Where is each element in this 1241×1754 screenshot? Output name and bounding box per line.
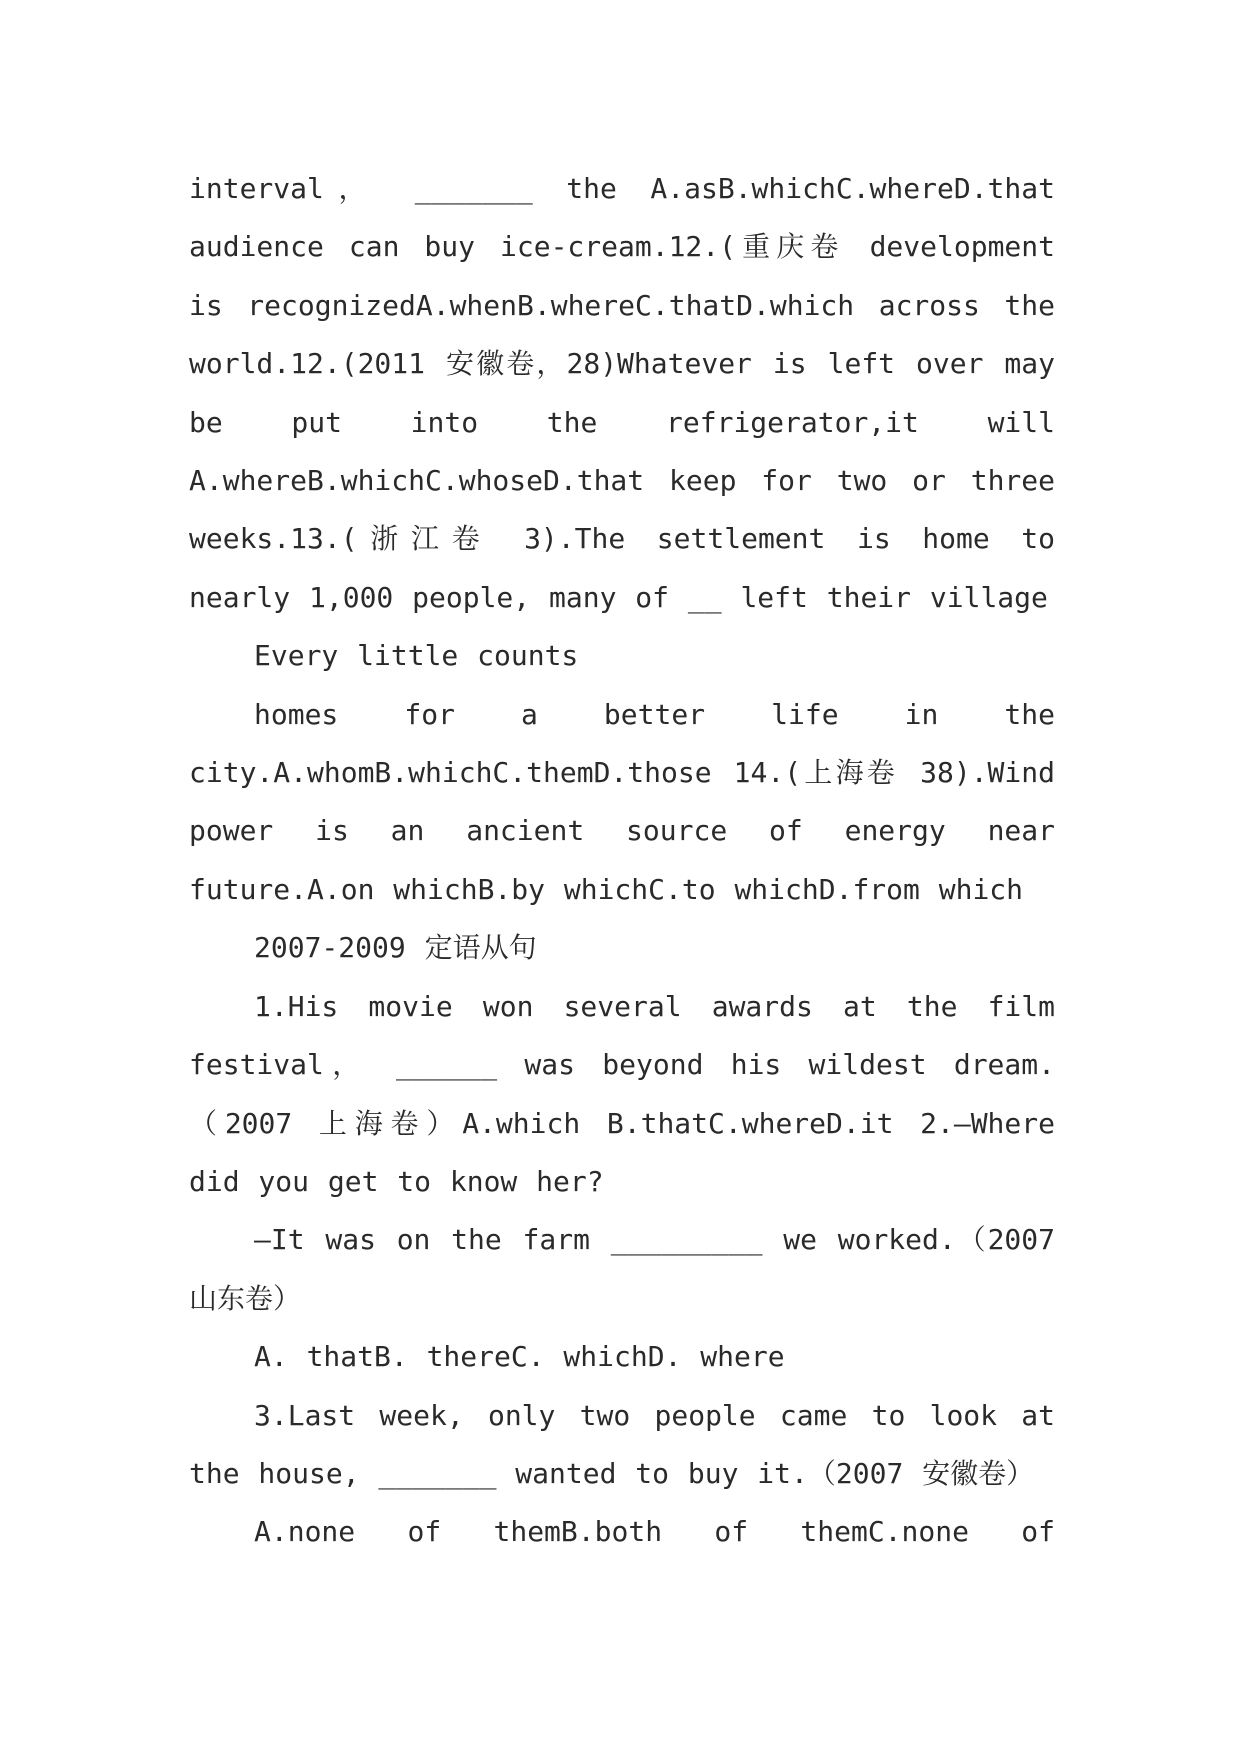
- paragraph-question-2-answer: —It was on the farm _________ we worked.（2007 山东卷）: [189, 1223, 1055, 1315]
- paragraph-question-1: 1.His movie won several awards at the film festival， ______ was beyond his wildest dream.（2007 上海卷）A.which B.thatC.whereD.it 2.—Where did you get to know her?: [189, 989, 1055, 1198]
- paragraph-3: homes for a better life in the city.A.whomB.whichC.themD.those 14.(上海卷 38).Wind power is an ancient source of energy near future.A.on whichB.by whichC.to whichD.from which: [189, 697, 1055, 906]
- section-heading: 2007-2009 定语从句: [254, 931, 537, 965]
- document-body: [189, 160, 1055, 1562]
- paragraph-question-3: 3.Last week, only two people came to look at the house, _______ wanted to buy it.（2007 安徽卷）: [189, 1398, 1055, 1490]
- paragraph-1: interval， _______ the A.asB.whichC.whereD.that audience can buy ice-cream.12.(重庆卷 development is recognizedA.whenB.whereC.thatD.which across the world.12.(2011 安徽卷，28)Whatever is left over may be put into the refrigerator,it will A.whereB.whichC.whoseD.that keep for two or three weeks.13.(浙江卷 3).The settlement is home to nearly 1,000 people, many of __ left their village: [189, 172, 1055, 614]
- paragraph-question-3-options: A.none of themB.both of themC.none of: [254, 1515, 1055, 1549]
- paragraph-question-2-options: A. thatB. thereC. whichD. where: [254, 1340, 785, 1374]
- paragraph-2: Every little counts: [254, 639, 579, 673]
